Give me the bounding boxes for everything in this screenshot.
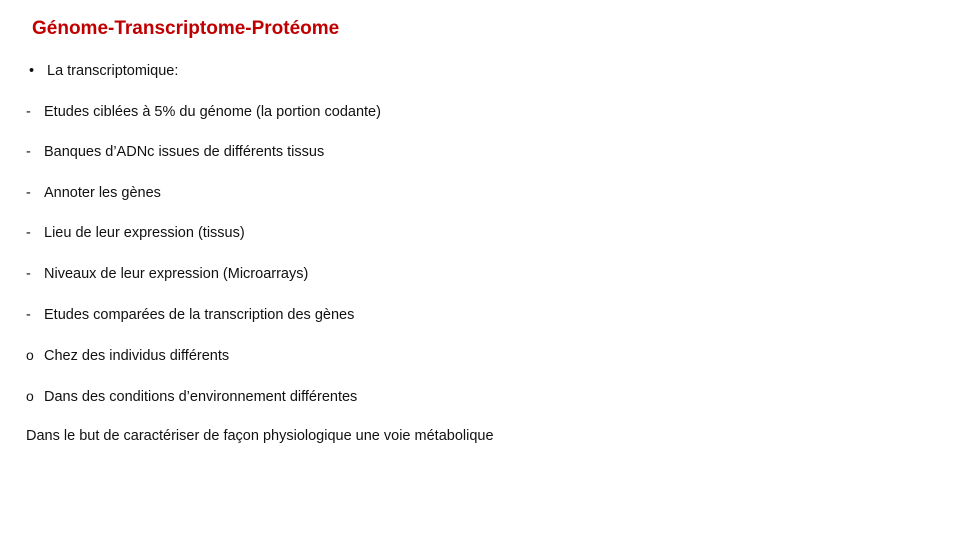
item-text: Annoter les gènes <box>44 185 161 201</box>
item-text: Chez des individus différents <box>44 348 230 364</box>
dash-marker: - <box>26 225 31 241</box>
bullet-marker: • <box>29 63 35 79</box>
dash-item-banques-adnc <box>26 144 324 160</box>
item-text: Lieu de leur expression (tissus) <box>44 225 245 241</box>
dash-marker: - <box>26 144 31 160</box>
dash-marker: - <box>26 307 31 323</box>
bullet-item-transcriptomique <box>29 63 178 79</box>
dash-marker: - <box>26 185 31 201</box>
dash-marker: - <box>26 104 31 120</box>
dash-item-niveaux-expression <box>26 266 308 282</box>
circle-item-conditions <box>26 388 357 405</box>
conclusion-text <box>26 428 494 444</box>
item-text: Banques d’ADNc issues de différents tissus <box>44 144 325 160</box>
circle-item-individus <box>26 347 229 364</box>
item-text: Dans des conditions d’environnement différentes <box>44 389 358 405</box>
item-text: Etudes comparées de la transcription des gènes <box>44 307 355 323</box>
dash-item-etudes-comparees <box>26 307 354 323</box>
circle-marker: o <box>26 388 34 404</box>
item-text: La transcriptomique: <box>47 63 179 79</box>
dash-marker: - <box>26 266 31 282</box>
dash-item-etudes-ciblees <box>26 104 381 120</box>
item-text: Etudes ciblées à 5% du génome (la portion codante) <box>44 104 381 120</box>
slide-title: Génome-Transcriptome-Protéome <box>32 18 340 39</box>
dash-item-annoter-genes <box>26 185 161 201</box>
item-text: Niveaux de leur expression (Microarrays) <box>44 266 309 282</box>
conclusion-label: Dans le but de caractériser de façon physiologique une voie métabolique <box>26 428 494 444</box>
circle-marker: o <box>26 347 34 363</box>
dash-item-lieu-expression <box>26 225 245 241</box>
